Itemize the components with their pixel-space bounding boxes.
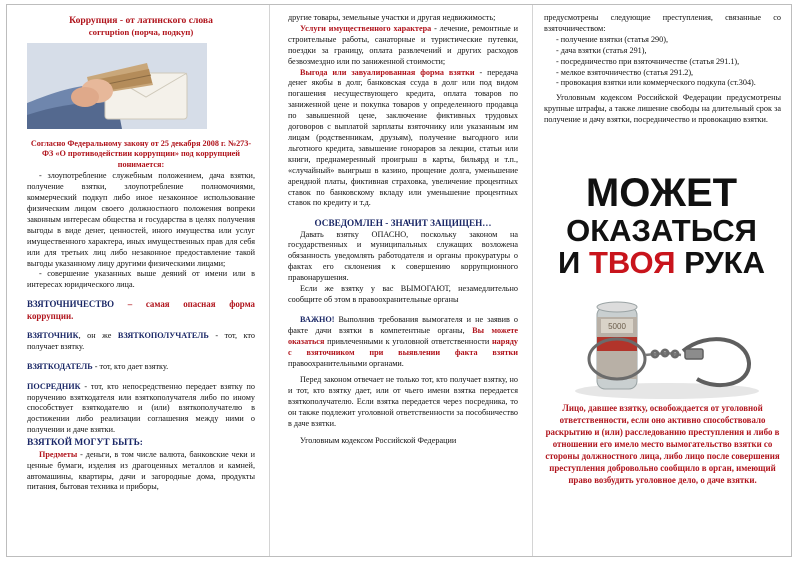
slogan-line-2: ОКАЗАТЬСЯ (566, 212, 757, 248)
giver-term: ВЗЯТКОДАТЕЛЬ (27, 361, 93, 371)
penalty-paragraph: Уголовным кодексом Российской Федерации предусмотрены крупные штрафы, а также лишение свободы на длительный срок за получение и дачу взятки, посредничество и провокацию взятки. (544, 93, 781, 125)
title-line-1: Коррупция - от латинского слова (69, 15, 213, 26)
important-term: ВАЖНО! (300, 314, 335, 324)
slogan-yours: ТВОЯ (588, 245, 676, 281)
handcuffed-money-illustration (557, 293, 767, 403)
hidden-bribe-term: Выгода или завуалированная форма взятки (300, 67, 475, 77)
giver-definition (27, 362, 255, 373)
law-heading: Согласно Федеральному закону от 25 декабря 2008 г. №273-ФЗ «О противодействии коррупции» под коррупцией понимается: (30, 138, 252, 170)
items-paragraph (27, 450, 255, 494)
brochure-sheet (6, 4, 792, 557)
taker-term-2: ВЗЯТКОПОЛУЧАТЕЛЬ (117, 330, 209, 340)
list-item: - провокация взятки или коммерческого подкупа (ст.304). (556, 78, 756, 88)
services-term: Услуги имущественного характера (300, 23, 432, 33)
exemption-notice: Лицо, давшее взятку, освобождается от уголовной ответственности, если оно активно способствовало раскрытию и (или) расследованию преступления и либо в отношении его имело место вымогательство взятки со стороны должностного лица, либо лицо после совершения преступления добровольно сообщило в орган, имеющий право возбудить уголовное дело, о даче взятки. (545, 403, 780, 486)
important-text-a: Выполнив требования вымогателя и не заявив о факте дачи взятки в компетентные органы, (288, 314, 518, 335)
hidden-bribe-text: - передача денег якобы в долг, банковская ссуда в долг или под видом погашения несуществующего кредита, оплата товаров по заниженной цене и покупка товаров у определенного продавца по завышенной цене, заключение фиктивных трудовых договоров с выплатой зарплаты взяточнику или указанным им лицам (родственникам, друзьям), получение выгодного или льготного кредита, завышение гонораров за лекции, статьи или книги, преднамеренный проигрыш в карты, бильярд и т.п., «случайный» выигрыш в казино, прощение долга, уменьшение арендной платы, фиктивная страховка, увеличение процентных ставок по банковскому вкладу или уменьшение процентных ставок по кредиту и т.д. (288, 67, 519, 208)
important-paragraph (288, 315, 518, 370)
list-item: - получение взятки (статья 290), (556, 34, 669, 44)
warned-paragraph-1: Давать взятку ОПАСНО, поскольку законом на государственных и муниципальных служащих возложена обязанность уведомлять работодателя и органы прокуратуры о фактах его склонения к совершению коррупционного правонарушения. (288, 229, 518, 283)
bribery-term: ВЗЯТОЧНИЧЕСТВО (27, 299, 115, 310)
money-hand-photo (27, 43, 207, 129)
important-red-2: наряду с взяточником при выявлении факта взятки (288, 336, 518, 357)
bribe-types-heading: ВЗЯТКОЙ МОГУТ БЫТЬ: (27, 438, 143, 449)
definition-2: - совершение указанных выше деяний от имени или в интересах юридического лица. (27, 269, 255, 290)
services-text: - лечение, ремонтные и строительные работы, санаторные и туристические путевки, поездки за границу, оплата развлечений и других расходов безвозмездно или по заниженной стоимости; (288, 23, 518, 66)
warned-paragraph-2: Если же взятку у вас ВЫМОГАЮТ, незамедлительно сообщите об этом в правоохранительные органы (288, 284, 518, 304)
crimes-intro: предусмотрены следующие преступления, связанные со взяточничеством: (544, 13, 781, 33)
banknote-label: 5000 (607, 322, 626, 332)
taker-mid: , он же (78, 330, 118, 340)
slogan-and: И (558, 245, 589, 281)
title-line-2: corruption (порча, подкуп) (88, 26, 194, 37)
mediator-term: ПОСРЕДНИК (27, 381, 81, 391)
important-text-b: привлеченными к уголовной ответственности (324, 336, 492, 346)
definition-1: - злоупотребление служебным положением, дача взятки, получение взятки, злоупотребление полномочиями, коммерческий подкуп либо иное незаконное использование физическим лицом своего должностного положения вопреки законным интересам общества и государства в целях получения выгоды в виде денег, ценностей, иного имущества или услуг имущественного характера, иных имущественных прав для себя или для третьих лиц либо незаконное предоставление такой выгоды указанному лицу другими физическими лицами; (27, 171, 255, 268)
criminal-code-intro: Уголовным кодексом Российской Федерации (300, 435, 457, 445)
important-red-1: Вы можете оказаться (288, 325, 518, 346)
list-item: - посредничество при взяточничестве (статья 291.1), (556, 56, 740, 66)
taker-text: - тот, кто получает взятку. (27, 330, 255, 351)
mediator-liability: Перед законом отвечает не только тот, кто получает взятку, но и тот, кто взятку дает, или от чьего имени взятка передается взяткополучателю. Если взятка передается через посредника, то он также подлежит уголовной ответственности за пособничество в даче взятки. (288, 375, 518, 429)
giver-text: - тот, кто дает взятку. (92, 361, 169, 371)
items-continued: другие товары, земельные участки и другая недвижимость; (288, 13, 496, 22)
hidden-bribe-paragraph (288, 68, 518, 210)
slogan-hand: РУКА (675, 245, 765, 281)
bribery-text: – самая опасная форма коррупции. (27, 299, 255, 322)
warned-heading: ОСВЕДОМЛЕН - ЗНАЧИТ ЗАЩИЩЕН… (314, 218, 492, 229)
panel-left (7, 5, 269, 556)
taker-definition (27, 331, 255, 353)
services-paragraph (288, 24, 518, 68)
panel-middle (270, 5, 532, 556)
taker-term: ВЗЯТОЧНИК (27, 330, 79, 340)
list-item: - мелкое взяточничество (статья 291.2), (556, 67, 694, 77)
slogan-block (532, 173, 791, 403)
mediator-text: - тот, кто непосредственно передает взятку по поручению взяткодателя или взяткополучателя либо по иному способствует взяткодателю и (или) взяткополучателю в достижении либо реализации соглашения между ними о получении и даче взятки. (27, 381, 255, 435)
slogan-line-1: МОЖЕТ (585, 171, 738, 215)
crimes-list (544, 35, 781, 90)
panel-right (532, 5, 791, 556)
slogan-line-3 (532, 247, 791, 279)
list-item: - дача взятки (статья 291), (556, 45, 647, 55)
bribery-definition (27, 299, 255, 323)
important-text-c: правоохранительными органами. (288, 358, 404, 368)
mediator-definition (27, 382, 255, 437)
items-text: - деньги, в том числе валюта, банковские чеки и ценные бумаги, изделия из драгоценных металлов и камней, автомашины, квартиры, дачи и загородные дома, продукты питания, бытовая техника и приборы, (27, 449, 255, 492)
items-term: Предметы (39, 449, 78, 459)
